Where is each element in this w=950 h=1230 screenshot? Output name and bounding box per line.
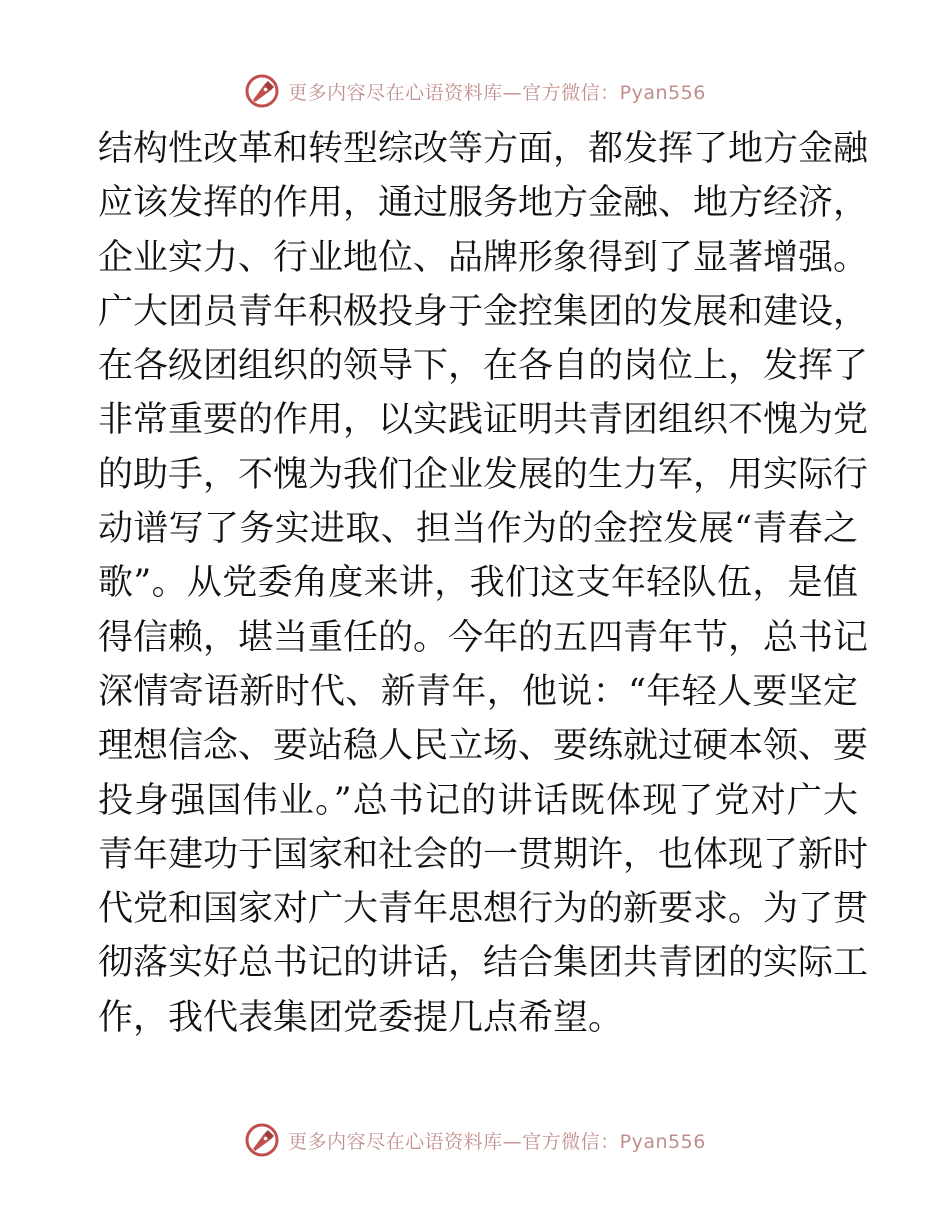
text-line: 深情寄语新时代、新青年，他说：“年轻人要坚定 [98,671,858,712]
pen-nib-circle-icon [244,73,280,109]
text-line: 非常重要的作用，以实践证明共青团组织不愧为党 [98,400,869,441]
header-watermark-banner [0,71,950,111]
text-line: 的助手，不愧为我们企业发展的生力军，用实际行 [98,454,869,495]
text-line: 彻落实好总书记的讲话，结合集团共青团的实际工 [98,943,869,984]
text-line: 投身强国伟业。”总书记的讲话既体现了党对广大 [98,780,858,821]
text-line: 歌”。从党委角度来讲，我们这支年轻队伍，是值 [98,563,858,604]
text-line: 应该发挥的作用，通过服务地方金融、地方经济， [98,183,869,224]
text-line: 结构性改革和转型综改等方面，都发挥了地方金融 [98,129,869,169]
text-line: 作，我代表集团党委提几点希望。 [98,997,624,1038]
text-line: 动谱写了务实进取、担当作为的金控发展“青春之 [98,509,858,550]
text-line: 在各级团组织的领导下，在各自的岗位上，发挥了 [98,346,869,387]
text-line: 广大团员青年积极投身于金控集团的发展和建设， [98,291,869,332]
text-line: 代党和国家对广大青年思想行为的新要求。为了贯 [98,889,869,930]
text-line: 理想信念、要站稳人民立场、要练就过硬本领、要 [98,726,869,767]
text-line: 青年建功于国家和社会的一贯期许，也体现了新时 [98,834,869,875]
footer-ad-text: 更多内容尽在心语资料库—官方微信：Pyan556 [288,1130,706,1153]
text-line: 企业实力、行业地位、品牌形象得到了显著增强。 [98,237,869,278]
pen-nib-circle-icon [244,1122,280,1158]
footer-watermark-banner [0,1120,950,1160]
header-ad-text: 更多内容尽在心语资料库—官方微信：Pyan556 [288,81,706,104]
document-body [98,122,869,1045]
text-line: 得信赖，堪当重任的。今年的五四青年节，总书记 [98,617,869,658]
